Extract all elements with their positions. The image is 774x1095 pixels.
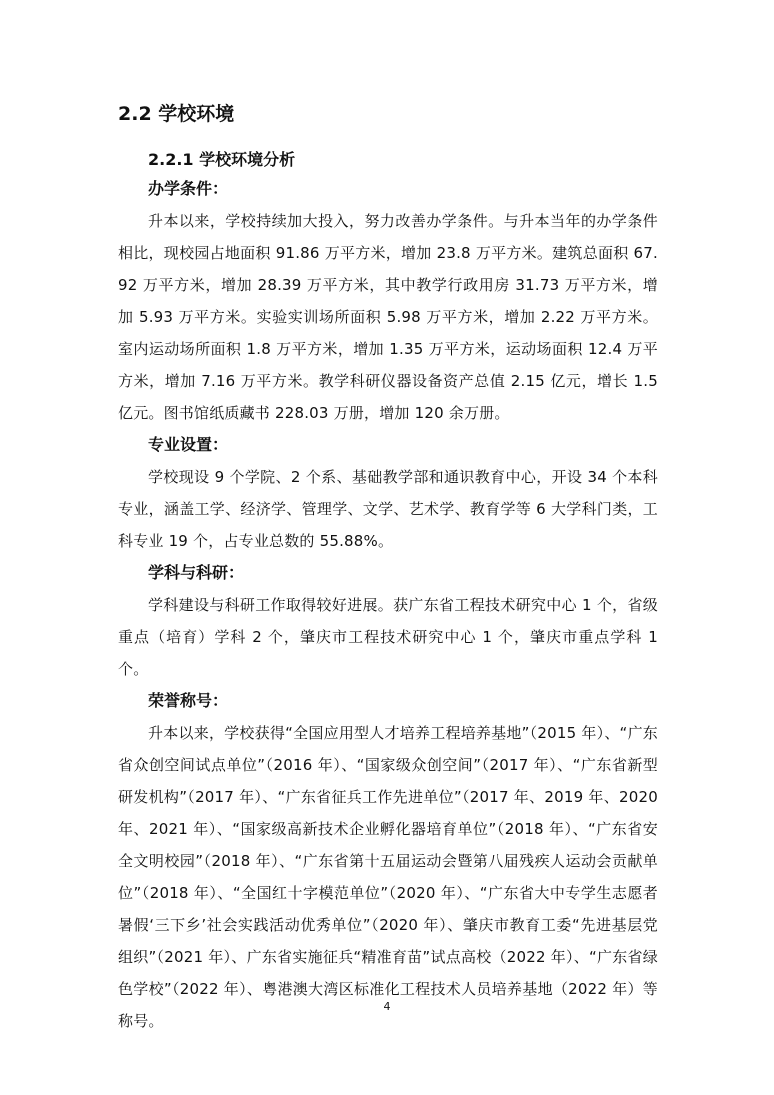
section-heading: 2.2 学校环境	[118, 103, 235, 125]
subsection-heading: 2.2.1 学校环境分析	[148, 150, 296, 169]
block-paragraph: 升本以来，学校持续加大投入，努力改善办学条件。与升本当年的办学条件相比，现校园占地面积 91.86 万平方米，增加 23.8 万平方米。建筑总面积 67.92 万平方米，增加 28.39 万平方米，其中教学行政用房 31.73 万平方米，增加 5.93 万平方米。实验实训场所面积 5.98 万平方米，增加 2.22 万平方米。室内运动场所面积 1.8 万平方米，增加 1.35 万平方米，运动场面积 12.4 万平方米，增加 7.16 万平方米。教学科研仪器设备资产总值 2.15 亿元，增长 1.5 亿元。图书馆纸质藏书 228.03 万册，增加 120 余万册。	[118, 212, 658, 422]
page-number: 4	[383, 1000, 391, 1013]
block-paragraph: 学科建设与科研工作取得较好进展。获广东省工程技术研究中心 1 个，省级重点（培育）学科 2 个，肇庆市工程技术研究中心 1 个，肇庆市重点学科 1 个。	[118, 596, 658, 678]
block-title: 学科与科研：	[148, 563, 245, 582]
block-disciplines-research	[118, 557, 658, 685]
block-title: 办学条件：	[148, 179, 229, 198]
block-majors	[118, 429, 658, 557]
block-title: 专业设置：	[148, 435, 229, 454]
block-school-conditions	[118, 173, 658, 429]
block-title: 荣誉称号：	[148, 691, 229, 710]
section-content	[118, 173, 658, 1037]
block-paragraph: 升本以来，学校获得“全国应用型人才培养工程培养基地”（2015 年）、“广东省众创空间试点单位”（2016 年）、“国家级众创空间”（2017 年）、“广东省新型研发机构”（2017 年）、“广东省征兵工作先进单位”（2017 年、2019 年、2020 年、2021 年）、“国家级高新技术企业孵化器培育单位”（2018 年）、“广东省安全文明校园”（2018 年）、“广东省第十五届运动会暨第八届残疾人运动会贡献单位”（2018 年）、“全国红十字模范单位”（2020 年）、“广东省大中专学生志愿者暑假‘三下乡’社会实践活动优秀单位”（2020 年）、肇庆市教育工委“先进基层党组织”（2021 年）、广东省实施征兵“精准育苗”试点高校（2022 年）、“广东省绿色学校”（2022 年）、粤港澳大湾区标准化工程技术人员培养基地（2022 年）等称号。	[118, 724, 658, 1030]
block-honors	[118, 685, 658, 1037]
block-paragraph: 学校现设 9 个学院、2 个系、基础教学部和通识教育中心，开设 34 个本科专业，涵盖工学、经济学、管理学、文学、艺术学、教育学等 6 大学科门类，工科专业 19 个，占专业总数的 55.88%。	[118, 468, 658, 550]
